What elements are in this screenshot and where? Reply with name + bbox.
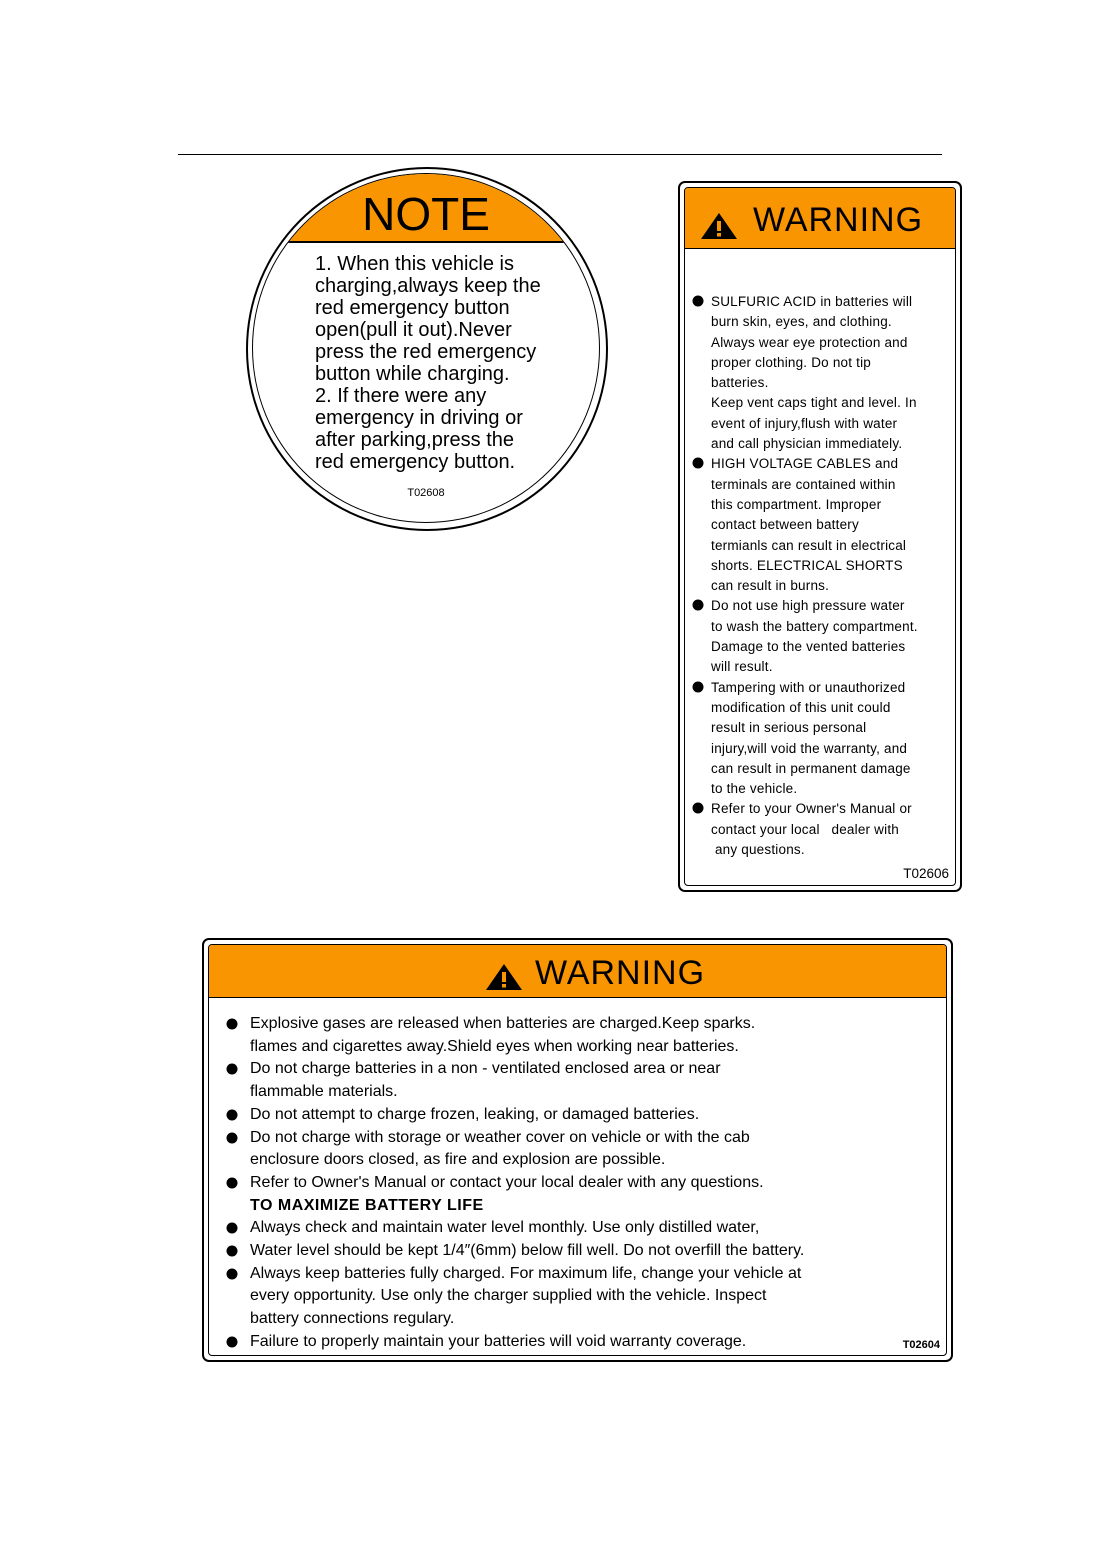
bullet-icon [226, 1109, 238, 1121]
item-line: Do not charge with storage or weather cover on vehicle or with the cab [250, 1128, 750, 1146]
bullet-icon [692, 295, 704, 307]
header-rule [178, 154, 942, 155]
bullet-icon [226, 1268, 238, 1280]
item-line: Damage to the vented batteries [711, 639, 906, 655]
item-line: flammable materials. [250, 1083, 398, 1101]
list-item [225, 1263, 925, 1331]
item-line: shorts. ELECTRICAL SHORTS [711, 557, 903, 573]
list-item [225, 1058, 925, 1103]
warning-triangle-icon [699, 211, 739, 241]
item-line: will result. [711, 659, 773, 675]
item-line: flames and cigarettes away.Shield eyes when working near batteries. [250, 1037, 739, 1055]
item-line: Water level should be kept 1/4″(6mm) below fill well. Do not overfill the battery. [250, 1242, 805, 1260]
bullet-icon [226, 1177, 238, 1189]
bullet-icon [226, 1018, 238, 1030]
item-line: Failure to properly maintain your batteries will void warranty coverage. [250, 1332, 747, 1350]
bullet-icon [226, 1222, 238, 1234]
warning-bottom-code: T02604 [902, 1339, 940, 1351]
item-line: to the vehicle. [711, 781, 798, 797]
list-item [689, 292, 956, 454]
note-line: emergency in driving or [315, 407, 523, 429]
item-line: Refer to Owner's Manual or contact your local dealer with any questions. [250, 1173, 764, 1191]
item-line: Always wear eye protection and [711, 334, 908, 350]
list-item [225, 1013, 925, 1058]
bullet-icon [692, 457, 704, 469]
note-line: open(pull it out).Never [315, 319, 512, 341]
item-line: HIGH VOLTAGE CABLES and [711, 456, 899, 472]
warning-side-body [689, 292, 956, 860]
item-line: contact your local dealer with [711, 821, 899, 837]
list-item [225, 1104, 925, 1127]
list-item [225, 1331, 925, 1354]
note-title: NOTE [362, 188, 490, 240]
warning-side-label [678, 181, 962, 892]
warning-side-title: WARNING [753, 201, 924, 239]
bullet-icon [692, 802, 704, 814]
warning-side-header [685, 188, 955, 249]
list-item [225, 1240, 925, 1263]
list-item [689, 596, 956, 677]
note-line: red emergency button. [315, 451, 516, 473]
item-line: contact between battery [711, 517, 859, 533]
note-line: press the red emergency [315, 341, 537, 363]
item-line: Keep vent caps tight and level. In [711, 395, 917, 411]
battery-life-subhead: TO MAXIMIZE BATTERY LIFE [250, 1196, 484, 1214]
item-line: modification of this unit could [711, 699, 891, 715]
item-line: Always check and maintain water level monthly. Use only distilled water, [250, 1219, 760, 1237]
item-line: batteries. [711, 375, 769, 391]
note-line: red emergency button [315, 297, 510, 319]
item-line: burn skin, eyes, and clothing. [711, 314, 892, 330]
bullet-icon [692, 599, 704, 611]
item-line: Tampering with or unauthorized [711, 679, 906, 695]
item-line: SULFURIC ACID in batteries will [711, 294, 913, 309]
list-item [225, 1127, 925, 1172]
item-line: Always keep batteries fully charged. For maximum life, change your vehicle at [250, 1264, 802, 1282]
warning-bottom-label [202, 938, 953, 1362]
warning-triangle-icon [484, 962, 524, 992]
note-line: after parking,press the [315, 429, 514, 451]
item-line: proper clothing. Do not tip [711, 354, 871, 370]
list-item [225, 1217, 925, 1240]
note-body [315, 253, 587, 473]
bullet-icon [226, 1245, 238, 1257]
note-line: charging,always keep the [315, 275, 541, 297]
item-line: result in serious personal [711, 720, 867, 736]
item-line: Do not charge batteries in a non - ventilated enclosed area or near [250, 1060, 721, 1078]
item-line: enclosure doors closed, as fire and explosion are possible. [250, 1151, 666, 1169]
warning-side-code: T02606 [903, 866, 949, 881]
note-code: T02608 [407, 487, 445, 499]
item-line: can result in permanent damage [711, 760, 911, 776]
item-line: any questions. [711, 842, 805, 858]
item-line: battery connections regulary. [250, 1310, 455, 1328]
item-line: termianls can result in electrical [711, 537, 907, 553]
bullet-icon [226, 1063, 238, 1075]
item-line: event of injury,flush with water [711, 415, 898, 431]
item-line: Explosive gases are released when batteries are charged.Keep sparks. [250, 1015, 756, 1032]
item-line: this compartment. Improper [711, 496, 882, 512]
item-line: can result in burns. [711, 578, 830, 594]
item-line: Do not use high pressure water [711, 598, 905, 614]
note-line: 2. If there were any [315, 385, 487, 407]
item-line: to wash the battery compartment. [711, 618, 918, 634]
item-line: terminals are contained within [711, 476, 896, 492]
list-item [689, 678, 956, 800]
bullet-icon [226, 1336, 238, 1348]
warning-bottom-title: WARNING [535, 954, 706, 992]
warning-bottom-inner [208, 944, 947, 1356]
item-line: Refer to your Owner's Manual or [711, 801, 912, 817]
item-line: and call physician immediately. [711, 436, 903, 452]
note-line: button while charging. [315, 363, 510, 385]
list-item [689, 799, 956, 860]
note-line: 1. When this vehicle is [315, 253, 514, 275]
item-line: every opportunity. Use only the charger supplied with the vehicle. Inspect [250, 1287, 767, 1305]
warning-bottom-body [225, 1013, 925, 1354]
item-line: injury,will void the warranty, and [711, 740, 908, 756]
item-line: Do not attempt to charge frozen, leaking, or damaged batteries. [250, 1105, 700, 1123]
list-item [689, 454, 956, 596]
bullet-icon [692, 681, 704, 693]
note-label [246, 167, 608, 531]
bullet-icon [226, 1132, 238, 1144]
warning-side-inner [684, 187, 956, 886]
list-item [225, 1172, 925, 1195]
warning-bottom-header [209, 945, 946, 998]
note-inner-circle [252, 173, 600, 523]
